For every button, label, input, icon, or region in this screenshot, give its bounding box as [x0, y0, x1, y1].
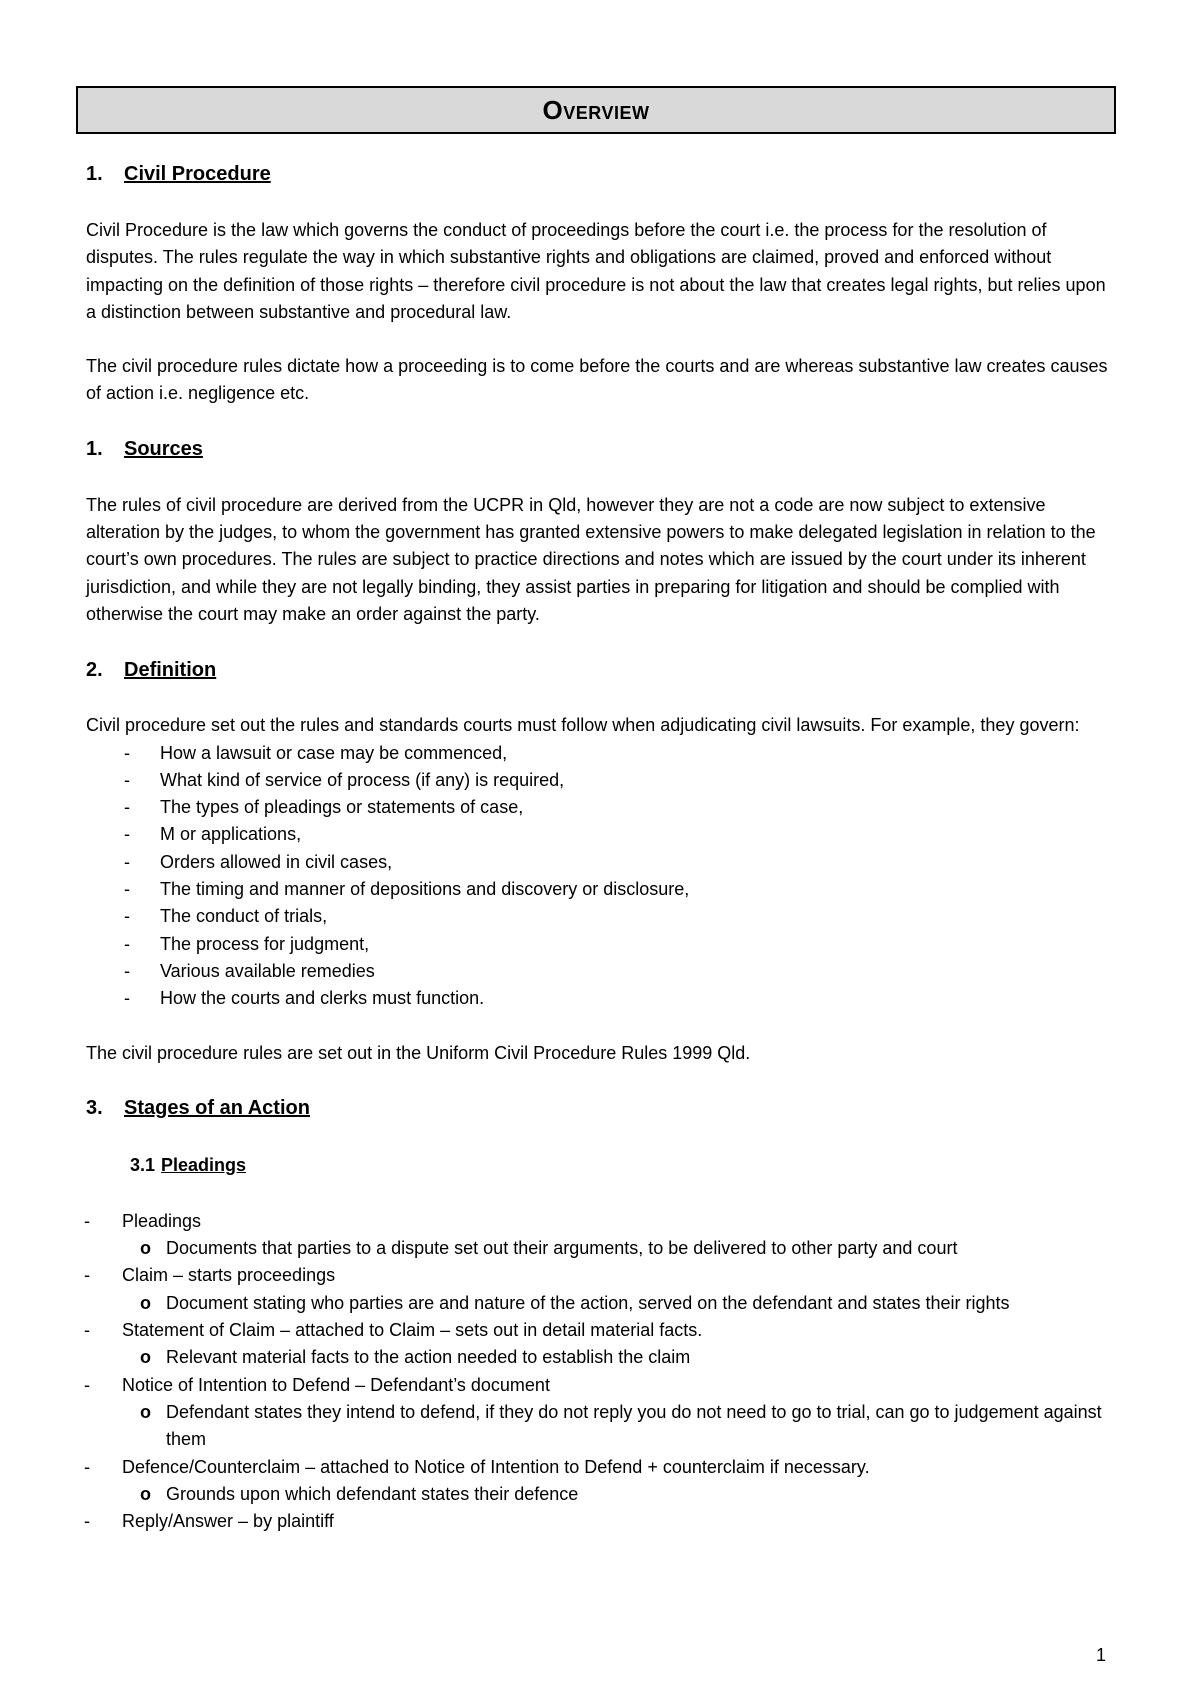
list-item-text: Defence/Counterclaim – attached to Notice of Intention to Defend + counterclaim if necessary. [122, 1456, 870, 1477]
list-item [84, 1508, 1116, 1535]
list-item [84, 1317, 1116, 1344]
section-title: Definition [124, 658, 217, 681]
list-item-text: Notice of Intention to Defend – Defendant’s document [122, 1374, 550, 1395]
bullet-marker: o [140, 1483, 151, 1504]
section-number: 1. [86, 438, 103, 461]
section-title: Sources [124, 438, 203, 461]
list-item [86, 794, 1116, 821]
dash-marker: - [124, 824, 130, 845]
subsection-title: Pleadings [161, 1155, 247, 1176]
page-number: 1 [1096, 1645, 1107, 1665]
sub-list-item [84, 1399, 1116, 1454]
sub-list-item [84, 1344, 1116, 1371]
section-number: 1. [86, 163, 103, 186]
list-item [86, 903, 1116, 930]
sub-list-item-text: Documents that parties to a dispute set out their arguments, to be delivered to other party and court [166, 1238, 958, 1259]
list-item-text: How the courts and clerks must function. [160, 988, 485, 1009]
list-item-text: Statement of Claim – attached to Claim – sets out in detail material facts. [122, 1320, 703, 1341]
dash-marker: - [124, 742, 130, 763]
paragraph: The civil procedure rules are set out in the Uniform Civil Procedure Rules 1999 Qld. [86, 1042, 751, 1063]
dash-marker: - [124, 769, 130, 790]
document-body [86, 160, 1116, 1535]
section-heading-stages [86, 1094, 1116, 1124]
list-item [84, 1208, 1116, 1235]
section-title: Civil Procedure [124, 163, 271, 186]
subsection-number: 3.1 [130, 1155, 156, 1176]
list-item-text: The process for judgment, [160, 933, 370, 954]
section-heading-sources [86, 435, 1116, 465]
page-title: Overview [542, 94, 650, 125]
title-banner [76, 86, 1116, 134]
paragraph: The civil procedure rules dictate how a proceeding is to come before the courts and are whereas substantive law creates causes of action i.e. negligence etc. [86, 356, 1108, 404]
dash-marker: - [124, 851, 130, 872]
definition-list [86, 740, 1116, 1013]
bullet-marker: o [140, 1401, 151, 1422]
dash-marker: - [84, 1320, 90, 1341]
list-item-text: The types of pleadings or statements of case, [160, 797, 524, 818]
list-item [86, 849, 1116, 876]
section-heading-civil-procedure [86, 160, 1116, 190]
paragraph: The rules of civil procedure are derived from the UCPR in Qld, however they are not a code are now subject to extensive alteration by the judges, to whom the government has granted extensive powers to make delegated legislation in relation to the court’s own procedures. The rules are subject to practice directions and notes which are issued by the court under its inherent jurisdiction, and while they are not legally binding, they assist parties in preparing for litigation and should be complied with otherwise the court may make an order against the party. [86, 494, 1096, 624]
list-item-text: Reply/Answer – by plaintiff [122, 1511, 334, 1532]
sub-list-item-text: Defendant states they intend to defend, if they do not reply you do not need to go to trial, can go to judgement against them [166, 1401, 1102, 1450]
list-item-text: M or applications, [160, 824, 302, 845]
sub-list-item-text: Relevant material facts to the action needed to establish the claim [166, 1347, 691, 1368]
list-item [84, 1454, 1116, 1481]
dash-marker: - [124, 879, 130, 900]
list-item-text: Various available remedies [160, 960, 375, 981]
dash-marker: - [84, 1210, 90, 1231]
list-item [86, 931, 1116, 958]
list-item [84, 1262, 1116, 1289]
pleadings-list [84, 1208, 1116, 1536]
dash-marker: - [84, 1511, 90, 1532]
section-title: Stages of an Action [124, 1097, 310, 1120]
dash-marker: - [124, 960, 130, 981]
list-item-text: What kind of service of process (if any) is required, [160, 769, 565, 790]
sub-list-item-text: Document stating who parties are and nature of the action, served on the defendant and states their rights [166, 1292, 1010, 1313]
list-item-text: The conduct of trials, [160, 906, 328, 927]
bullet-marker: o [140, 1347, 151, 1368]
list-item [86, 876, 1116, 903]
list-item-text: The timing and manner of depositions and discovery or disclosure, [160, 879, 690, 900]
section-heading-definition [86, 655, 1116, 685]
list-item [86, 985, 1116, 1012]
list-item [86, 740, 1116, 767]
paragraph: Civil procedure set out the rules and standards courts must follow when adjudicating civil lawsuits. For example, they govern: [86, 715, 1080, 736]
sub-list-item [84, 1481, 1116, 1508]
subsection-heading-pleadings [86, 1151, 1116, 1181]
list-item-text: Pleadings [122, 1210, 202, 1231]
bullet-marker: o [140, 1238, 151, 1259]
list-item [86, 958, 1116, 985]
list-item-text: Orders allowed in civil cases, [160, 851, 393, 872]
dash-marker: - [84, 1374, 90, 1395]
dash-marker: - [84, 1265, 90, 1286]
dash-marker: - [124, 988, 130, 1009]
dash-marker: - [124, 906, 130, 927]
list-item [86, 767, 1116, 794]
list-item [86, 821, 1116, 848]
list-item [84, 1372, 1116, 1399]
paragraph: Civil Procedure is the law which governs the conduct of proceedings before the court i.e. the process for the resolution of disputes. The rules regulate the way in which substantive rights and obligations are claimed, proved and enforced without impacting on the definition of those rights – therefore civil procedure is not about the law that creates legal rights, but relies upon a distinction between substantive and procedural law. [86, 220, 1106, 322]
sub-list-item [84, 1290, 1116, 1317]
list-item-text: Claim – starts proceedings [122, 1265, 336, 1286]
dash-marker: - [124, 933, 130, 954]
sub-list-item-text: Grounds upon which defendant states their defence [166, 1483, 579, 1504]
dash-marker: - [124, 797, 130, 818]
section-number: 3. [86, 1097, 103, 1120]
list-item-text: How a lawsuit or case may be commenced, [160, 742, 508, 763]
sub-list-item [84, 1235, 1116, 1262]
bullet-marker: o [140, 1292, 151, 1313]
section-number: 2. [86, 658, 103, 681]
dash-marker: - [84, 1456, 90, 1477]
